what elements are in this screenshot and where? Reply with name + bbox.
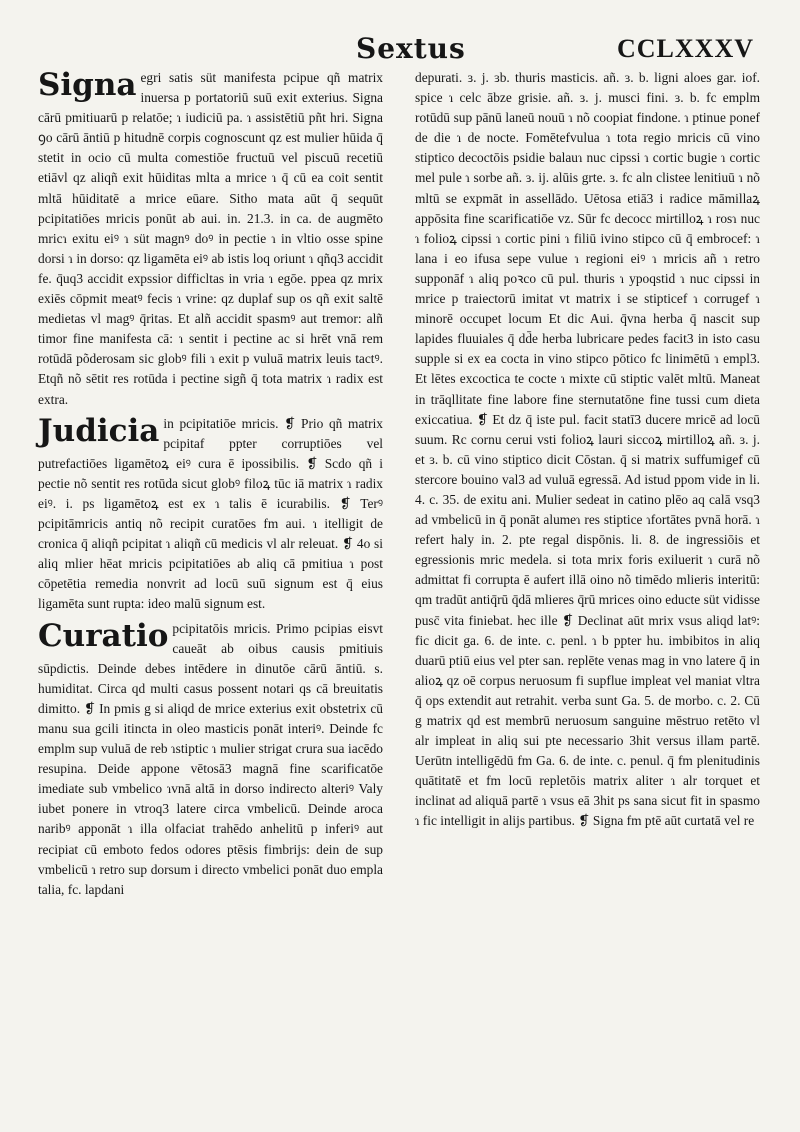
right-column-text: depurati. ɜ. j. ɜb. thuris masticis. añ. ɜ. b. ligni aloes gar. iof. spice ɿ celc ābze grisie. añ. ɜ. j. musci fini. ɜ. b. fc emplm rotūdū sup pānū laneū nouū ɿ nõ coopiat findone. ɿ ptinue ponef de die ɿ de nocte. Fomētefvulua ɿ tota regio mricis cū vino stiptico decoctōis psidie balauɿ nuc cipssi ɿ cortic bugie ɿ cortic mel pule ɿ sorbe añ. ɜ. ij. alūis grte. ɜ. fc aln clistee lenitiuū ɿ nõ mltū se expmāt in assellādo. Uētosa etiā3 i radice māmillaꝝ appōsita fine scarificatiōe vz. Sūr fc decocc mirtilloꝝ ɿ rosɿ nuc ɿ folioꝝ cipssi ɿ cortic pini ɿ filiū ivino stipco cū q̄ embrocef: ɿ lana i eo ifusa sepe vulue ɿ regioni eiꝰ ɿ mricis añ ɿ retro supponāf ɿ aliq poꝛco cū pul. thuris ɿ ypoqstid ɿ nuc cipssi in mrice p traiectorū imitat vt matrix i se stipticef ɿ corrugef ɿ minorē occupet locum Et dic Aui. q̄vna herba q̄ nascit sup lapides fluuiales q̄ dd̄e herba lubricare pedes facit3 in isto casu supple si ex ea cocta in vino stipco pōtico fc linimētū ɿ empl3. Et lētes excoctica te cocte ɿ mixte cū stiptic valēt mltū. Maneat in trāqllitate fine labore fine sternutatōne fine tussi cum dieta exiccatiua. ❡ Et dz q̄ iste pul. facit statī3 ducere mricē ad locū suum. Rc cornu cerui vsti folioꝝ lauri siccoꝝ mirtilloꝝ añ. ɜ. j. et ɜ. b. cū vino stiptico dicit Cōstan. q̄ si matrix suffumigef cū stercore bouino val3 ad vuluā egressā. Ad istud ppom vide in li. 4. c. 35. de exitu ani. Mulier sedeat in catino plēo aq calā vsq3 ad vmbelicū in q̄ ponāt alumeɿ res stiptice ɿfortātes pvnā horā. ɿ refert haly in. 2. pte regal dispōnis. li. 8. de ingressiōis et egressionis mric medela. si tota mrix foris exiluerit ɿ curā nõ admittat fi corrupta ē aufert illā oino nõ timēdo mlieris interitū: qm tradūt antiq̄rū q̄dā mlieres q̄rū mrices oino educte süt vidisse pusc̄ vita finiebat. hec ille ❡ Declinat aūt mrix vsus aliqd latꝰ: fic dicit ga. 6. de inte. c. penl. ɿ b ppter hu. imbibitos in aliq duarū ptiū eius vel pter san. replēte venas mag in vno latere q̄ in alioꝝ qz oē corpus neruosum fi supflue impleat vel maniat vltra q̄ ops extendit aut retrahit. verba sunt Ga. 5. de morbo. c. 2. Cū g matrix qd est membrū neruosum sanguine mēstruo retēto vl alr impleat in aliq sui pte necessario 3hit versus illam partē. Uerūtn intelligēdū fm Ga. 6. de inte. c. penul. q̄ fm plenitudinis quātitatē et fm locū repletōis matrix aliter ɿ alr torquet et inclinat ad aliquā partē ɿ vsus eā 3hit ps sana sicut fit in spasmo ɿ fic intelligit in alijs partibus. ❡ Signa fm ptē aūt curtatā vel re bbox=[415, 70, 760, 829]
section-heading-curatio: Curatio bbox=[38, 617, 169, 654]
page-header bbox=[38, 26, 760, 68]
curatio-paragraph bbox=[38, 619, 383, 900]
curatio-text: pcipitatōis mricis. Primo pcipias eisvt caueāt ab oibus causis pmitiuis sūpdictis. Deinde debes intēdere in dinutōe cārū āntiū. s. humiditat. Circa qd multi casus possent notari qs cā breuitatis dimitto. ❡ In pmis g si aliqd de mrice exterius exit obstetrix cū manu sua gcili itincta in oleo masticis ponāt interiꝰ. Deinde fc emplm sup vuluā de reb ɿstiptic ɿ mulier strigat crura sua iacēdo resupina. Deide appone vētosā3 magnā fine scarificatōe imediate sub vmbelico ɿvnā altā in dorso indirecto alteriꝰ Valy iubet ponere in vtroq3 latere circa vmbelicū. Deinde aroca naribꝰ apponāt ɿ illa olfaciat trahēdo anhelitū p inferiꝰ aut recipiat cū emboto fedos odores ptēsis fimbrijs: dein de sup vmbelicū ɿ retro sup dorsum i directo vmbelici ponāt duo empla talia, fc. lapdani bbox=[38, 620, 383, 897]
judicia-paragraph bbox=[38, 414, 383, 615]
section-heading-judicia: Judicia bbox=[38, 412, 160, 449]
judicia-text: in pcipitatiōe mricis. ❡ Prio qñ matrix pcipitaf ppter corruptiōes vel putrefactiōes ligamētoꝝ eiꝰ cura ē ipossibilis. ❡ Scdo qñ i pectie nõ sentit res rotūda sicut globꝰ filoꝝ tūc iā matrix ɿ radix eiꝰ. i. ps ligamētoꝝ est ex ɿ talis ē icurabilis. ❡ Terꝰ pcipitāmricis antiq nõ recipit curatōes fm aui. ɿ itelligit de cronica q̄ aliqñ pcipitat ɿ aliqñ cū medicis vl alr releuat. ❡ 4o si aliq mlier hēat mricis pcipitatiōes ab aliq cā pmitiua ɿ post cōpetētia remedia nonvrit ad locū suū signum est q̄ eius ligamēta sunt rupta: ideo malū signum est. bbox=[38, 415, 383, 612]
signa-paragraph bbox=[38, 68, 383, 410]
text-columns bbox=[38, 68, 760, 900]
right-column bbox=[415, 68, 760, 900]
folio-number: CCLXXXV bbox=[617, 34, 754, 63]
signa-text: egri satis süt manifesta pcipue qñ matrix inuersa p portatoriū suū exit exterius. Signa cārū pmitiuarū p relatōe; ɿ iudiciū pa. ɿ assistētiū pñt hri. Signa ꝯo cārū āntiū p hitudnē corpis cognoscunt qz est mulier hūida q̄ stetit in ocio cū multa comestiōe fructuū vel piscuū recetiū etiāvl qz aliqñ exit hūiditas mlta a mrice ɿ q̄ cū ea coit sentit mltā hūiditatē a mrice eūare. Sitho mata aūt q̄ sequūt pcipitatiōes mricis ponūt ab aui. in. 21.3. in ca. de augmēto mricɿ exitu eiꝰ ɿ süt magnꝰ doꝰ in pectie ɿ in vltio osse spine dorsi ɿ in dorso: qz ligamēta eiꝰ ab istis loq oriunt ɿ qñq3 accidit fe. q̄uq3 accidit expssior difficltas in vria ɿ egōe. ppea qz mrix exiēs cōpmit meatꝰ fecis ɿ vrine: qz duplaf sup os qñ exit saltē medietas vl magꝰ q̄ritas. Et alñ accidit spasmꝰ aut tremor: alñ timor fine manifesta cā: ɿ sentit i pectine ac si hrēt vnā rem rotūdā põderosam sic globꝰ fili ɿ exit p vuluā matrix leuis tactꝰ. Etqñ nõ sētit res rotūda i pectine sigñ q̄ tota matrix ɿ radix est extra. bbox=[38, 70, 383, 407]
section-heading-signa: Signa bbox=[38, 67, 137, 103]
running-title: Sextus bbox=[356, 32, 466, 65]
left-column bbox=[38, 68, 383, 900]
